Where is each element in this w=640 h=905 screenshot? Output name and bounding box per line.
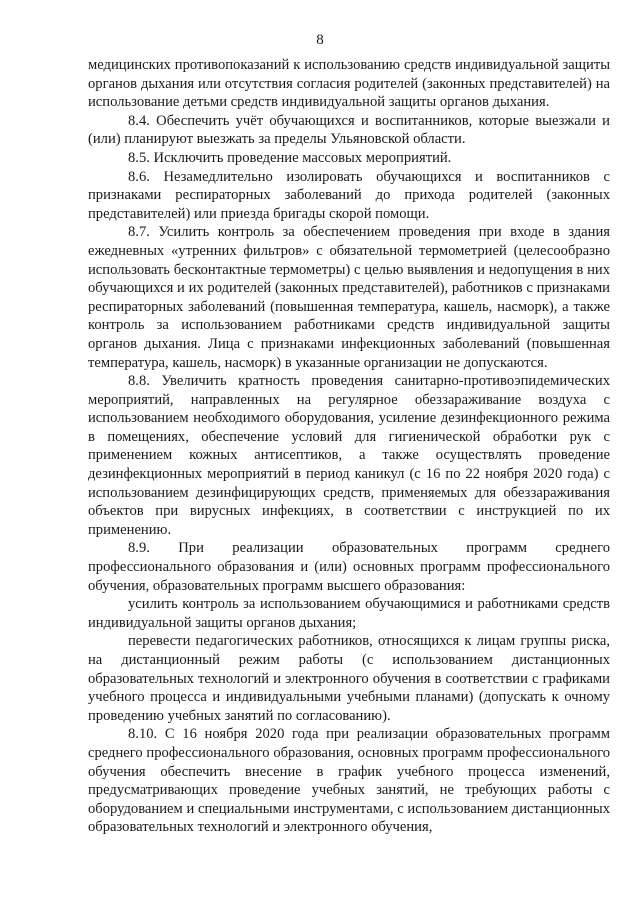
paragraph-8-5: 8.5. Исключить проведение массовых мероприятий. xyxy=(128,149,452,166)
paragraph-8-4: 8.4. Обеспечить учёт обучающихся и воспитанников, которые выезжали и (или) планируют выезжать за пределы Ульяновской области. xyxy=(88,112,610,148)
paragraph-8-10: 8.10. С 16 ноября 2020 года при реализации образовательных программ среднего профессионального образования, основных программ профессионального обучения обеспечить внесение в график учебного процесса изменений, предусматривающих проведение учебных занятий, не требующих работы с оборудованием и специальными инструментами, с использованием дистанционных образовательных технологий и электронного обучения, xyxy=(88,726,610,836)
paragraph-8-6: 8.6. Незамедлительно изолировать обучающихся и воспитанников с признаками респираторных заболеваний до прихода родителей (законных представителей) или приезда бригады скорой помощи. xyxy=(88,168,610,222)
page-number: 8 xyxy=(316,32,324,48)
paragraph-continuation: медицинских противопоказаний к использованию средств индивидуальной защиты органов дыхания или отсутствия согласия родителей (законных представителей) на использование детьми средств индивидуальной защиты органов дыхания. xyxy=(88,57,610,111)
paragraph-8-7: 8.7. Усилить контроль за обеспечением проведения при входе в здания ежедневных «утренних фильтров» с обязательной термометрией (целесообразно использовать бесконтактные термометры) с целью выявления и недопущения в них обучающихся и их родителей (законных представителей), работников с признаками респираторных заболеваний (повышенная температура, кашель, насморк), а также контроль за использованием работниками средств индивидуальной защиты органов дыхания. Лица с признаками инфекционных заболеваний (повышенная температура, кашель, насморк) в указанные организации не допускаются. xyxy=(88,224,610,371)
document-body xyxy=(88,56,610,837)
paragraph-8-9-item-1: усилить контроль за использованием обучающимися и работниками средств индивидуальной защиты органов дыхания; xyxy=(88,596,610,631)
paragraph-8-8: 8.8. Увеличить кратность проведения санитарно-противоэпидемических мероприятий, направленных на регулярное обеззараживание воздуха с использованием необходимого оборудования, усиление дезинфекционного режима в помещениях, обеспечение условий для гигиенической обработки рук с применением кожных антисептиков, а также осуществлять проведение дезинфекционных мероприятий в период каникул (с 16 по 22 ноября 2020 года) с использованием дезинфицирующих средств, применяемых для обеззараживания объектов при вирусных инфекциях, в соответствии с инструкцией по их применению. xyxy=(88,373,610,538)
paragraph-8-9: 8.9. При реализации образовательных программ среднего профессионального образования и (или) основных программ профессионального обучения, образовательных программ высшего образования: xyxy=(88,540,610,594)
paragraph-8-9-item-2: перевести педагогических работников, относящихся к лицам группы риска, на дистанционный режим работы (с использованием дистанционных образовательных технологий и электронного обучения в соответствии с графиками учебного процесса и индивидуальными учебными планами) (допускать к очному проведению учебных занятий по согласованию). xyxy=(88,633,610,724)
